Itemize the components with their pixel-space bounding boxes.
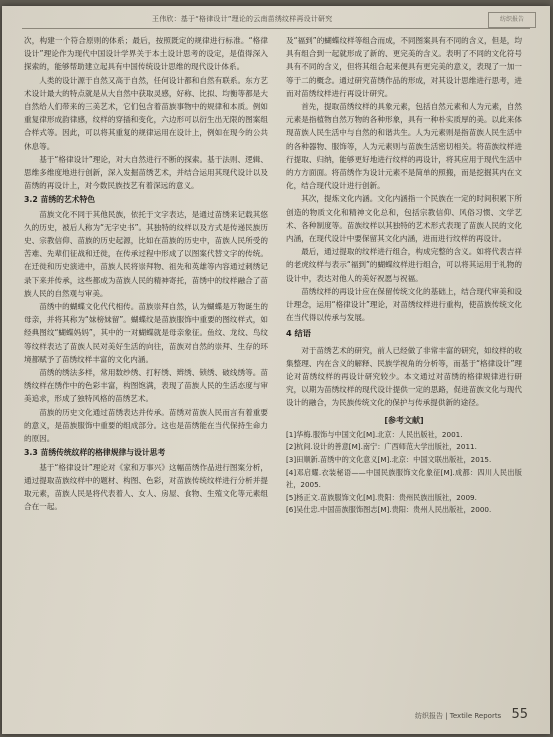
reference-item: [1]华梅.服饰与中国文化[M].北京：人民出版社，2001. [286,429,463,439]
references-title: [参考文献] [384,415,424,425]
section-heading-3-2: 3.2 苗绣的艺术特色 [24,195,96,205]
section-heading-4: 4 结语 [286,328,311,339]
reference-item: [5]杨正文.苗族服饰文化[M].贵阳：贵州民族出版社，2009. [286,492,477,502]
left-column [24,34,268,694]
paragraph: 苗族文化不同于其他民族，依托于文字表达，是通过苗绣来记载其悠久的历史，被后人称为“无字史书”。其独特的纹样以及方式是传递民族历史、宗教信仰、苗族的历史起源，比如在苗族的历史中，苗族人民所受的苦难、先辈们征战和迁徙，在传承过程中形成了以图案代替文字的传统。在迁徙和历史演进中，苗族人民将崇拜物、祖先和英雄等内容通过刺绣记录下来并传承，这些都成为苗族人民的精神寄托，苗绣中的纹样融合了苗族人民的自然观与审美。 [24,209,268,298]
paragraph: 最后，通过提取的纹样进行组合，构成完整的含义。如将代表吉祥的老虎纹样与表示“福到”的蝴蝶纹样进行组合，可以将其运用于礼物的设计中，表达对他人的美好祝愿与祝福。 [286,247,522,283]
paragraph: 苗族的历史文化通过苗绣表达并传承。苗绣对苗族人民而言有着重要的意义，是苗族服饰中重要的组成部分。这也是苗绣能在当代保持生命力的原因。 [24,407,268,444]
paragraph: 苗绣纹样的再设计应在保留传统文化的基础上，结合现代审美和设计理念，运用“格律设计”理论，对苗绣纹样进行重构，使苗族传统文化在当代得以传承与发展。 [286,286,522,323]
running-header: 王伟欣：基于“格律设计”理论的云南苗绣纹样再设计研究 [152,15,333,23]
conclusion-paragraph: 对于苗绣艺术的研究，前人已经做了非常丰富的研究，如纹样的收集整理、内在含义的解释、民族学视角的分析等，而基于“格律设计”理论对苗绣纹样的再设计研究较少。本文通过对苗绣的格律规律进行研究，以期为苗绣纹样的现代设计提供一定的思路，促进苗族文化与现代设计的融合，为民族传统文化的保护与传承提供新的途径。 [286,345,522,408]
right-column [286,34,522,694]
reference-item: [2]杭间.设计的善意[M].南宁：广西师范大学出版社，2011. [286,442,477,452]
paragraph: 及“福到”的蝴蝶纹样等组合而成，不同图案具有不同的含义，但是，均具有组合到一起就形成了新的、更完美的含义。表明了不同的文化符号具有不同的含义，但将其组合起来便具有更完美的意义，表现了一加一等于二的概念。通过研究苗绣作品的形成，对其设计思维进行思考，进而对苗绣纹样进行再设计研究。 [286,36,522,98]
header-rule [22,28,530,29]
paragraph: 基于“格律设计”理论对《家和万事兴》这幅苗绣作品进行图案分析，通过提取苗族纹样中的题材、构图、色彩，对苗族传统纹样进行分析并提取元素，苗族人民是将代表着人、女人、房屋、食物、生殖文化等元素组合在一起。 [24,462,268,512]
reference-item: [4]邓启耀.衣装秘语——中国民族服饰文化象征[M].成都：四川人民出版社，2005. [286,467,522,490]
journal-page [2,6,550,734]
reference-item: [6]吴仕忠.中国苗族服饰图志[M].贵阳：贵州人民出版社，2000. [286,505,492,515]
reference-item: [3]田顺新.苗绣中的文化意义[M].北京：中国文联出版社，2015. [286,455,492,465]
paragraph: 基于“格律设计”理论，对大自然进行不断的探索。基于法则、逻辑、思维多维度地进行创新，深入发掘苗绣艺术，并结合运用其现代设计以及苗绣的再设计上，对今数民族技艺有着深远的意义。 [24,154,268,191]
paragraph: 首先，提取苗绣纹样的具象元素，包括自然元素和人为元素，自然元素是指植物自然万物的各种形象，具有一种朴实质厚的美。以此来体现苗族人民生活中与自然的和谐共生。人为元素则是指苗族人民生活中的各种器物、服饰等，人为元素则与苗族生活密切相关。将苗族纹样进行提取、归纳，能够更好地进行纹样的再设计，将其应用于现代生活中的方方面面。将苗绣作为设计元素不是简单的照搬，而是挖掘其内在文化，结合现代设计进行创新。 [286,102,522,191]
paragraph: 其次，提炼文化内涵。文化内涵指一个民族在一定的时间积累下所创造的物质文化和精神文化总和，包括宗教信仰、风俗习惯、文学艺术、各种制度等。苗族纹样以其独特的艺术形式表现了苗族人民的文化内涵，在现代设计中要保留其文化内涵，进而进行纹样的再设计。 [286,194,522,244]
paragraph: 苗绣中的蝴蝶文化代代相传。苗族崇拜自然，认为蝴蝶是万物诞生的母亲，并将其称为“妹榜妹留”。蝴蝶纹是苗族服饰中重要的图纹样式，如经典图纹“蝴蝶妈妈”，其中的一对蝴蝶就是母亲象征。鱼纹、龙纹、鸟纹等纹样表达了苗族人民对美好生活的向往，苗族对自然的崇拜、生存的环境都赋予了苗绣纹样丰富的文化内涵。 [24,302,268,364]
journal-name: 纺织报告 | Textile Reports [414,712,502,720]
paragraph: 人类的设计源于自然又高于自然，任何设计都和自然有联系。东方艺术设计最大的特点就是从大自然中获取灵感，好称、比拟、均衡等都是大自然给人们带来的三美艺术，它们包含着苗族事物中的规律和本质。例如重复律形成韵律感，纹样的穿插和变化，六边形可以衍生出无限的图案组合样式等。因此，可以将其重复的规律运用在设计上，例如在现今的公共休息等。 [24,75,268,151]
page-number: 55 [511,707,528,722]
corner-stamp: 纺织报告 [488,12,536,28]
section-heading-3-3: 3.3 苗绣传统纹样的格律规律与设计思考 [24,448,166,458]
page-footer [415,707,528,722]
paragraph: 次，构建一个符合原则的体系；最后，按照既定的规律进行标准。“格律设计”理论作为现代中国设计学界关于本土设计思考的设定，是值得深入探索的，能够帮助建立起具有中国传统设计思维的现代设计体系。 [24,36,268,72]
paragraph: 苗绣的绣法多样，常用数纱绣、打籽绣、辫绣、锁绣、破线绣等。苗绣纹样在绣作中的色彩丰富，构图饱满，表现了苗族人民的生活态度与审美追求，形成了独特风格的苗绣艺术。 [24,368,268,404]
